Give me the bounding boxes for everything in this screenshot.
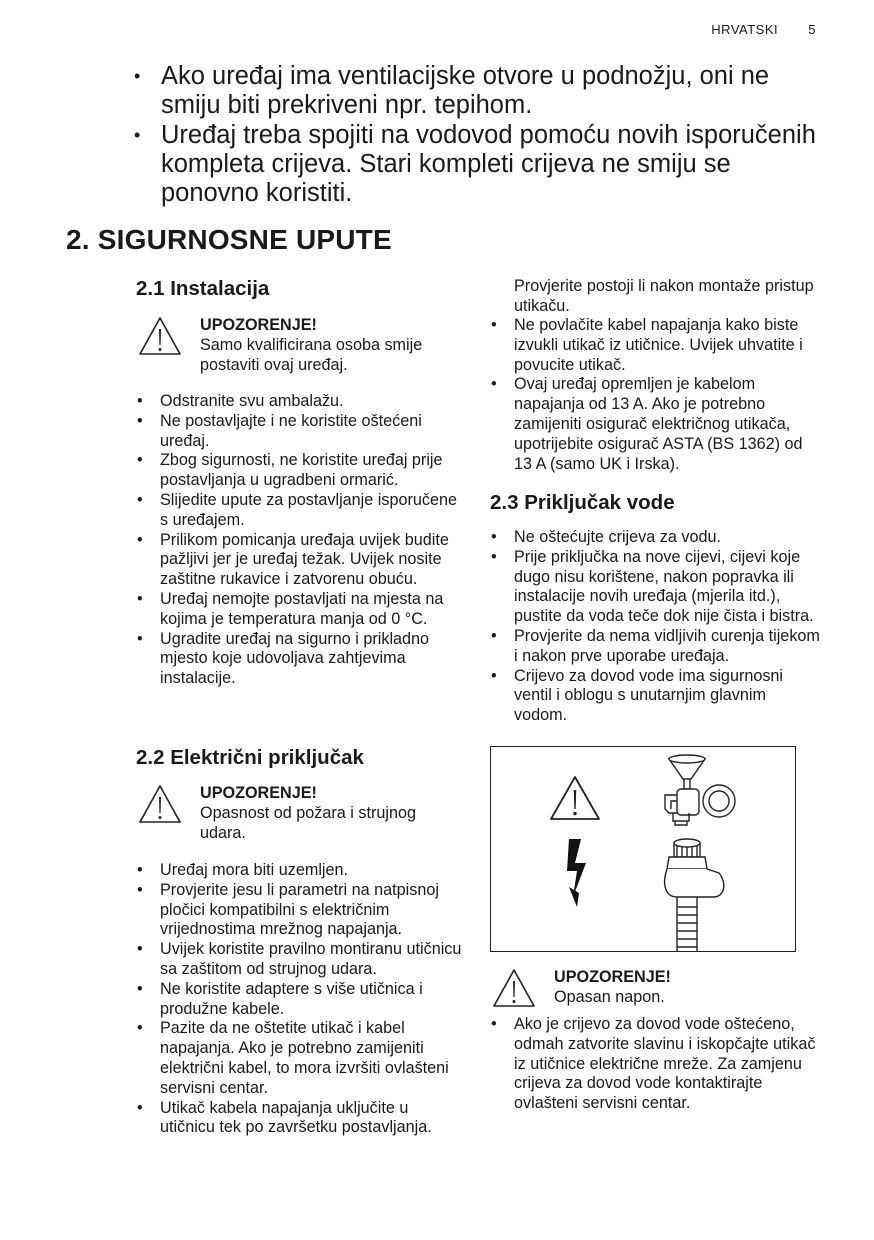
electrical-bullet-list-continued: [490, 316, 814, 474]
electrical-bullet-list: [136, 861, 466, 1138]
water-bullet-list: [490, 528, 820, 726]
warning-text: Opasan napon.: [554, 987, 665, 1006]
continued-paragraph: Provjerite postoji li nakon montaže pristup utikaču.: [514, 277, 814, 315]
water-bullet-list-after: [490, 1015, 820, 1114]
intro-bullet-list: [134, 62, 834, 209]
page-number: 5: [808, 22, 816, 37]
list-item: • Ne povlačite kabel napajanja kako biste izvukli utikač iz utičnice. Uvijek uhvatite i povucite utikač.: [490, 316, 814, 375]
list-item: • Ako je crijevo za dovod vode oštećeno, odmah zatvorite slavinu i iskopčajte utikač iz utičnice električne mreže. Za zamjenu crijeva za dovod vode kontaktirajte ovlašteni servisni centar.: [490, 1015, 820, 1114]
warning-text: Opasnost od požara i strujnog udara.: [200, 803, 416, 842]
list-item: • Prije priključka na nove cijevi, cijevi koje dugo nisu korištene, nakon popravka ili instalacije novih uređaja (mjerila itd.), pustite da voda teče dok nije čista i bistra.: [490, 548, 820, 627]
list-item: • Provjerite da nema vidljivih curenja tijekom i nakon prve uporabe uređaja.: [490, 627, 820, 667]
list-item: • Zbog sigurnosti, ne koristite uređaj prije postavljanja u ugradbeni ormarić.: [136, 451, 466, 491]
list-item: • Ne oštećujte crijeva za vodu.: [490, 528, 820, 548]
electrical-warning: [138, 784, 468, 844]
list-item: • Uređaj nemojte postavljati na mjesta na kojima je temperatura manja od 0 °C.: [136, 590, 466, 630]
list-item: • Ovaj uređaj opremljen je kabelom napajanja od 13 A. Ako je potrebno zamijeniti osigurač električnog utikača, upotrijebite osigurač ASTA (BS 1362) od 13 A (samo UK i Irska).: [490, 375, 814, 474]
page-header: [711, 22, 816, 37]
water-heading: 2.3 Priključak vode: [490, 491, 675, 514]
warning-icon: [551, 777, 599, 819]
list-item: • Uređaj mora biti uzemljen.: [136, 861, 466, 881]
warning-title: UPOZORENJE!: [200, 784, 317, 802]
lightning-bolt-icon: [567, 839, 586, 907]
hose-connector-icon: [665, 839, 724, 951]
illustration-canvas: [491, 747, 795, 951]
list-item: • Provjerite jesu li parametri na natpisnoj pločici kompatibilni s električnim vrijednostima mrežnog napajanja.: [136, 881, 466, 940]
water-warning: [492, 968, 822, 1012]
list-item: • Utikač kabela napajanja uključite u utičnicu tek po završetku postavljanja.: [136, 1099, 466, 1139]
section-title: 2. SIGURNOSNE UPUTE: [66, 224, 392, 255]
list-item: • Ne koristite adaptere s više utičnica i produžne kabele.: [136, 980, 466, 1020]
list-item: • Odstranite svu ambalažu.: [136, 392, 466, 412]
list-item: • Crijevo za dovod vode ima sigurnosni ventil i oblogu s unutarnjim glavnim vodom.: [490, 667, 820, 726]
list-item: • Slijedite upute za postavljanje isporučene s uređajem.: [136, 491, 466, 531]
language-label: HRVATSKI: [711, 22, 779, 37]
list-item: • Uvijek koristite pravilno montiranu utičnicu sa zaštitom od strujnog udara.: [136, 940, 466, 980]
water-hose-illustration: [490, 746, 796, 952]
warning-text: Samo kvalificirana osoba smije postaviti ovaj uređaj.: [200, 335, 423, 374]
list-item: • Prilikom pomicanja uređaja uvijek budite pažljivi jer je uređaj težak. Uvijek nosite zaštitne rukavice i zatvorenu obuću.: [136, 531, 466, 590]
list-item: • Ako uređaj ima ventilacijske otvore u podnožju, oni ne smiju biti prekriveni npr. tepihom.: [134, 62, 834, 120]
warning-icon: [138, 784, 182, 824]
list-item: • Uređaj treba spojiti na vodovod pomoću novih isporučenih kompleta crijeva. Stari kompleti crijeva ne smiju se ponovno koristiti.: [134, 121, 834, 208]
list-item: • Pazite da ne oštetite utikač i kabel napajanja. Ako je potrebno zamijeniti električni kabel, to mora izvršiti ovlašteni servisni centar.: [136, 1019, 466, 1098]
installation-warning: [138, 316, 468, 376]
warning-title: UPOZORENJE!: [200, 316, 317, 334]
warning-title: UPOZORENJE!: [554, 968, 671, 986]
water-tap-icon: [665, 755, 735, 825]
list-item: • Ne postavljajte i ne koristite oštećeni uređaj.: [136, 412, 466, 452]
list-item: • Ugradite uređaj na sigurno i prikladno mjesto koje udovoljava zahtjevima instalacije.: [136, 630, 466, 689]
warning-icon: [492, 968, 536, 1008]
installation-heading: 2.1 Instalacija: [136, 277, 270, 300]
warning-icon: [138, 316, 182, 356]
installation-bullet-list: [136, 392, 466, 689]
electrical-heading: 2.2 Električni priključak: [136, 746, 364, 769]
